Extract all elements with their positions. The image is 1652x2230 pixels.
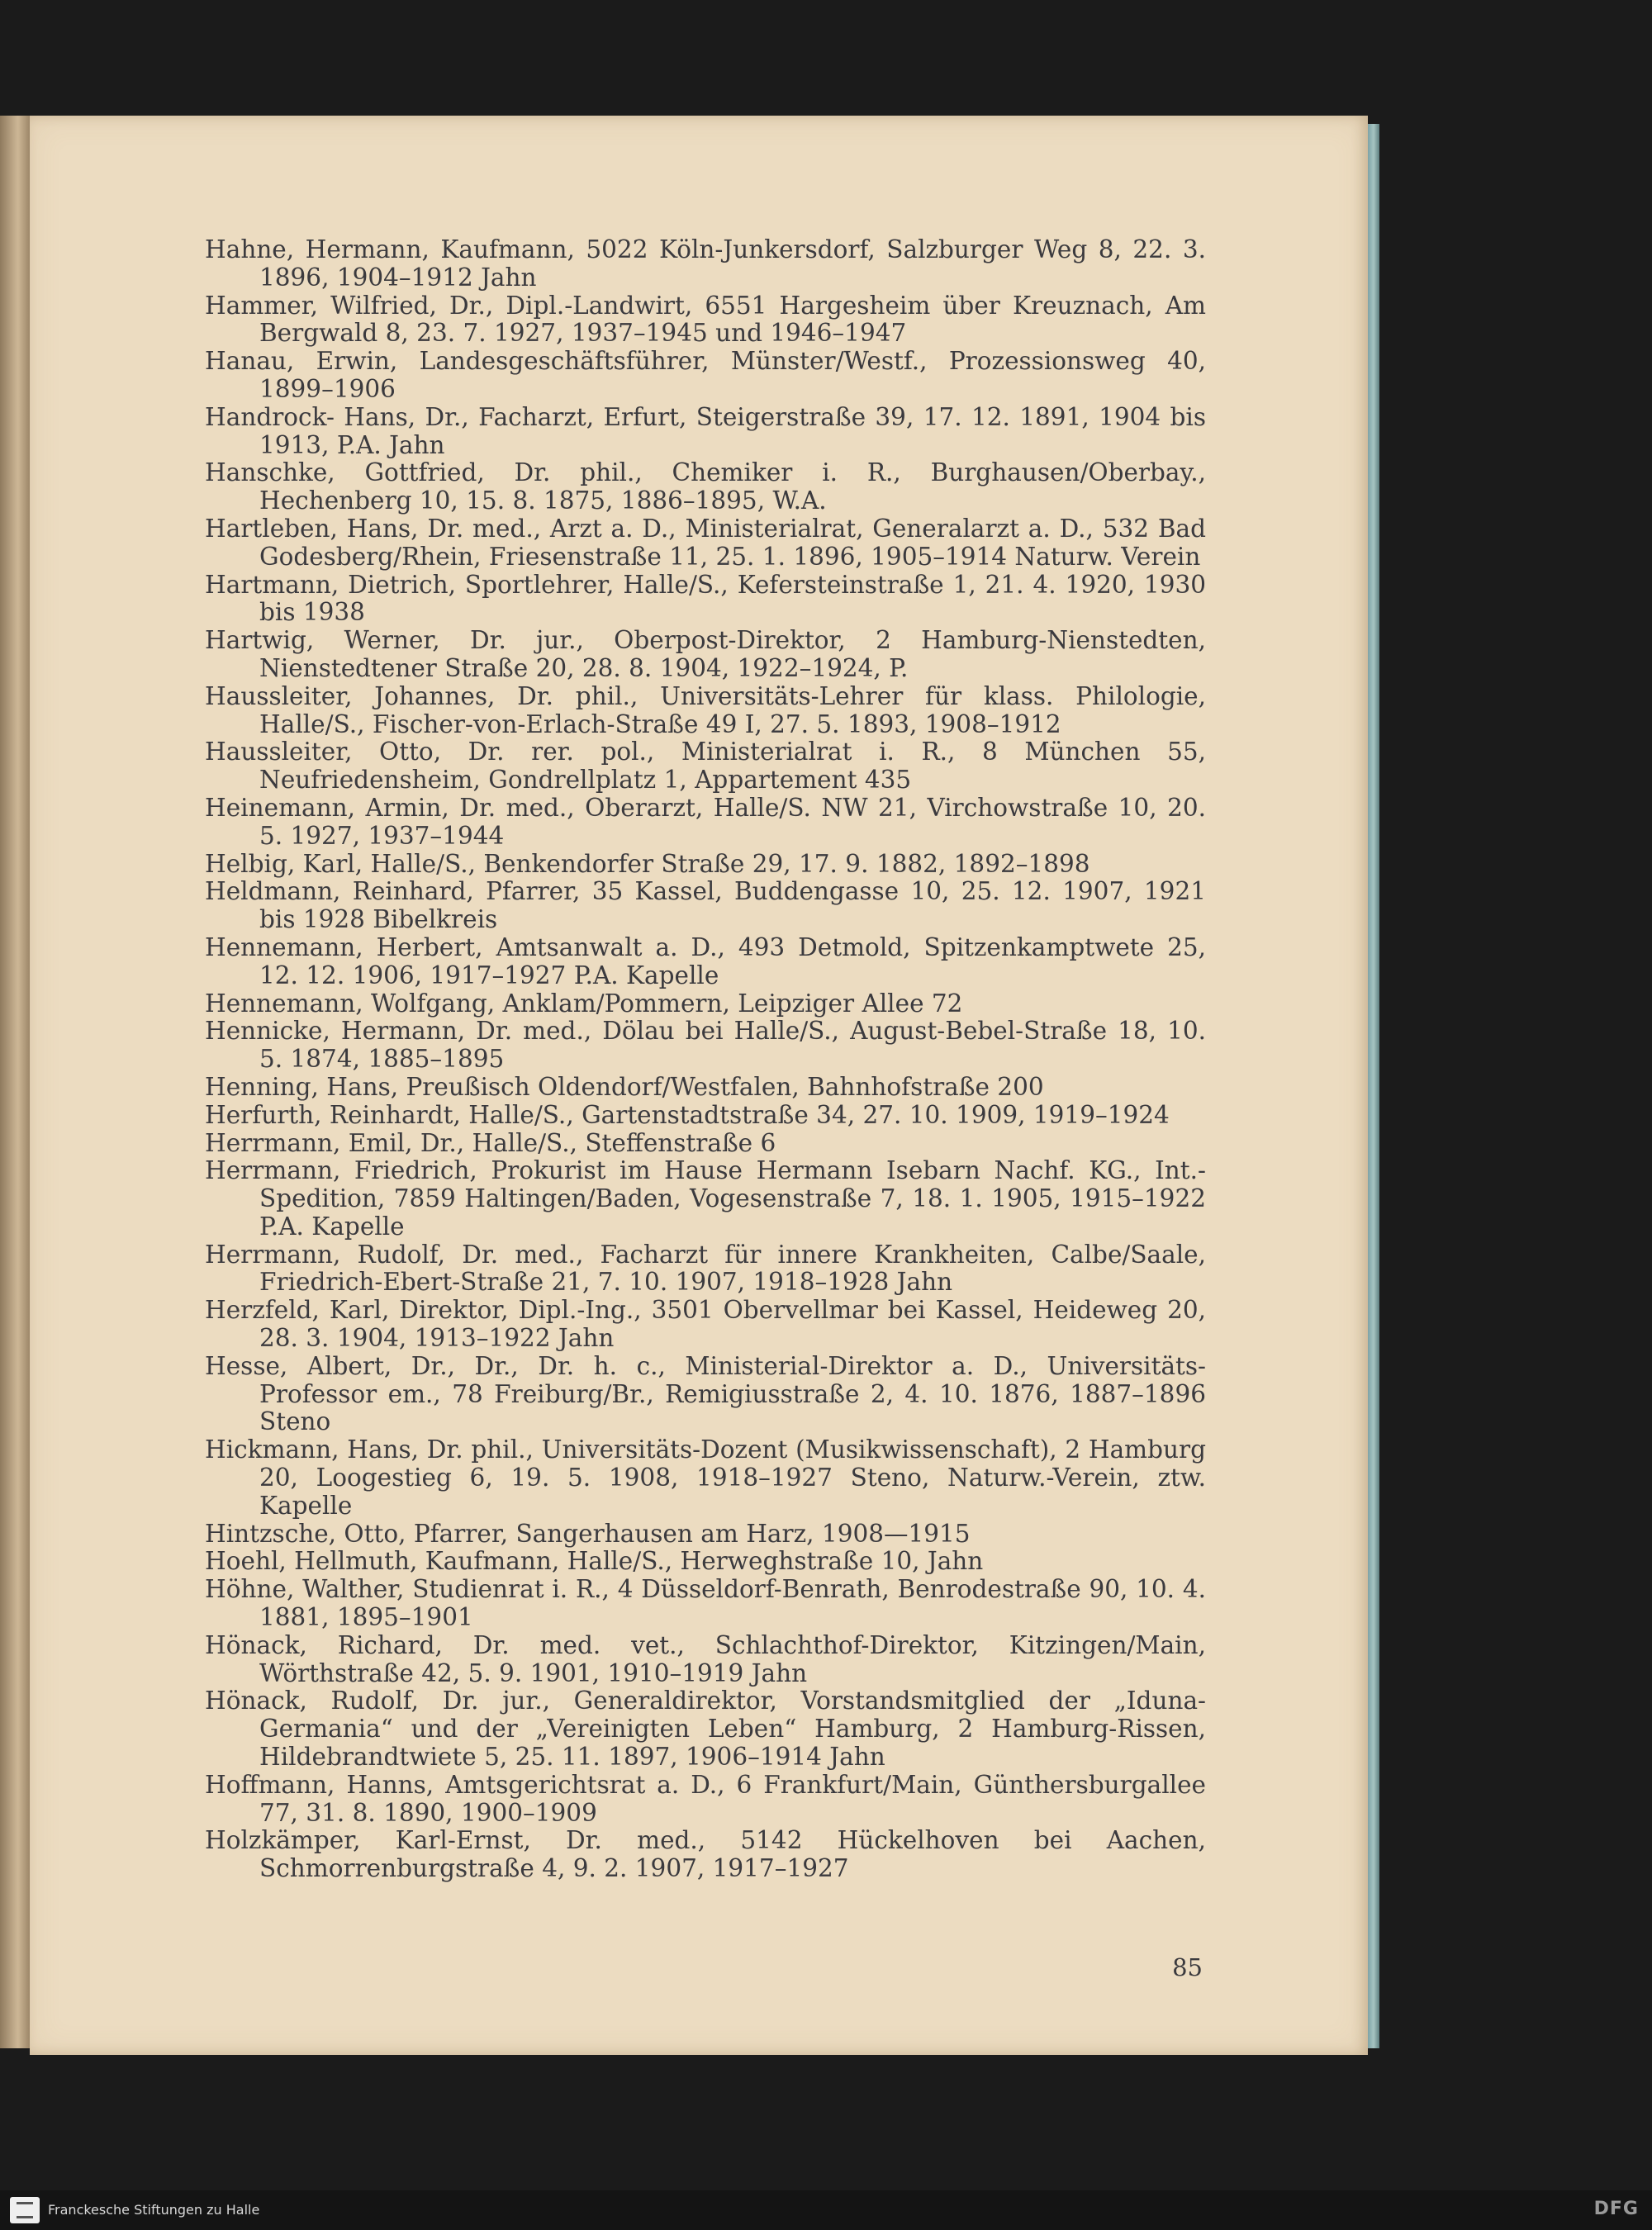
directory-entry: Herfurth, Reinhardt, Halle/S., Gartenstadtstraße 34, 27. 10. 1909, 1919–1924 xyxy=(205,1100,1170,1129)
book-page xyxy=(30,116,1368,2055)
directory-entry: Herrmann, Emil, Dr., Halle/S., Steffenstraße 6 xyxy=(205,1128,776,1157)
previous-page-edge xyxy=(0,116,30,2048)
directory-entry: Henning, Hans, Preußisch Oldendorf/Westfalen, Bahnhofstraße 200 xyxy=(205,1072,1044,1101)
directory-entry: Hartleben, Hans, Dr. med., Arzt a. D., Ministerialrat, Generalarzt a. D., 532 Bad Godesberg/Rhein, Friesenstraße 11, 25. 1. 1896, 1905–1914 Naturw. Verein xyxy=(205,514,1206,571)
directory-entry: Hintzsche, Otto, Pfarrer, Sangerhausen am Harz, 1908—1915 xyxy=(205,1519,971,1548)
page-number: 85 xyxy=(1172,1953,1203,1981)
directory-entry: Herrmann, Rudolf, Dr. med., Facharzt für innere Krankheiten, Calbe/Saale, Friedrich-Ebert-Straße 21, 7. 10. 1907, 1918–1928 Jahn xyxy=(205,1240,1206,1297)
directory-entry: Hartwig, Werner, Dr. jur., Oberpost-Direktor, 2 Hamburg-Nienstedten, Nienstedtener Straße 20, 28. 8. 1904, 1922–1924, P. xyxy=(205,626,1206,682)
directory-entry: Herzfeld, Karl, Direktor, Dipl.-Ing., 3501 Obervellmar bei Kassel, Heideweg 20, 28. 3. 1904, 1913–1922 Jahn xyxy=(205,1296,1206,1353)
directory-entry: Hönack, Richard, Dr. med. vet., Schlachthof-Direktor, Kitzingen/Main, Wörthstraße 42, 5. 9. 1901, 1910–1919 Jahn xyxy=(205,1630,1206,1687)
directory-entry: Holzkämper, Karl-Ernst, Dr. med., 5142 Hückelhoven bei Aachen, Schmorrenburgstraße 4, 9. 2. 1907, 1917–1927 xyxy=(205,1826,1206,1883)
directory-entry: Hanschke, Gottfried, Dr. phil., Chemiker i. R., Burghausen/Oberbay., Hechenberg 10, 15. 8. 1875, 1886–1895, W.A. xyxy=(205,458,1206,515)
directory-entry: Handrock- Hans, Dr., Facharzt, Erfurt, Steigerstraße 39, 17. 12. 1891, 1904 bis 1913, P.A. Jahn xyxy=(205,402,1206,459)
directory-entry: Heldmann, Reinhard, Pfarrer, 35 Kassel, Buddengasse 10, 25. 12. 1907, 1921 bis 1928 Bibelkreis xyxy=(205,877,1206,934)
directory-entry: Hennicke, Hermann, Dr. med., Dölau bei Halle/S., August-Bebel-Straße 18, 10. 5. 1874, 1885–1895 xyxy=(205,1017,1206,1074)
directory-entries xyxy=(205,236,1206,1883)
directory-entry: Hönack, Rudolf, Dr. jur., Generaldirektor, Vorstandsmitglied der „Iduna-Germania“ und der „Vereinigten Leben“ Hamburg, 2 Hamburg-Rissen, Hildebrandtwiete 5, 25. 11. 1897, 1906–1914 Jahn xyxy=(205,1687,1206,1772)
directory-entry: Höhne, Walther, Studienrat i. R., 4 Düsseldorf-Benrath, Benrodestraße 90, 10. 4. 1881, 1895–1901 xyxy=(205,1575,1206,1632)
directory-entry: Haussleiter, Otto, Dr. rer. pol., Ministerialrat i. R., 8 München 55, Neufriedensheim, Gondrellplatz 1, Appartement 435 xyxy=(205,738,1206,795)
dfg-logo: DFG xyxy=(1593,2199,1639,2219)
directory-entry: Hesse, Albert, Dr., Dr., Dr. h. c., Ministerial-Direktor a. D., Universitäts-Professor em., 78 Freiburg/Br., Remigiusstraße 2, 4. 10. 1876, 1887–1896 Steno xyxy=(205,1351,1206,1436)
directory-entry: Hahne, Hermann, Kaufmann, 5022 Köln-Junkersdorf, Salzburger Weg 8, 22. 3. 1896, 1904–1912 Jahn xyxy=(205,235,1206,292)
directory-entry: Haussleiter, Johannes, Dr. phil., Universitäts-Lehrer für klass. Philologie, Halle/S., Fischer-von-Erlach-Straße 49 I, 27. 5. 1893, 1908–1912 xyxy=(205,681,1206,738)
directory-entry: Hoehl, Hellmuth, Kaufmann, Halle/S., Herweghstraße 10, Jahn xyxy=(205,1547,984,1576)
directory-entry: Hennemann, Herbert, Amtsanwalt a. D., 493 Detmold, Spitzenkamptwete 25, 12. 12. 1906, 1917–1927 P.A. Kapelle xyxy=(205,932,1206,989)
directory-entry: Herrmann, Friedrich, Prokurist im Hause Hermann Isebarn Nachf. KG., Int.-Spedition, 7859 Haltingen/Baden, Vogesenstraße 7, 18. 1. 1905, 1915–1922 P.A. Kapelle xyxy=(205,1156,1206,1241)
institution-name[interactable]: Franckesche Stiftungen zu Halle xyxy=(48,2202,260,2218)
directory-entry: Helbig, Karl, Halle/S., Benkendorfer Straße 29, 17. 9. 1882, 1892–1898 xyxy=(205,849,1090,878)
directory-entry: Hickmann, Hans, Dr. phil., Universitäts-Dozent (Musikwissenschaft), 2 Hamburg 20, Loogestieg 6, 19. 5. 1908, 1918–1927 Steno, Naturw.-Verein, ztw. Kapelle xyxy=(205,1435,1206,1520)
directory-entry: Hanau, Erwin, Landesgeschäftsführer, Münster/Westf., Prozessionsweg 40, 1899–1906 xyxy=(205,347,1206,403)
viewer-footer xyxy=(0,2190,1652,2230)
directory-entry: Hammer, Wilfried, Dr., Dipl.-Landwirt, 6551 Hargesheim über Kreuznach, Am Bergwald 8, 23. 7. 1927, 1937–1945 und 1946–1947 xyxy=(205,291,1206,348)
directory-entry: Hennemann, Wolfgang, Anklam/Pommern, Leipziger Allee 72 xyxy=(205,989,963,1018)
directory-entry: Hoffmann, Hanns, Amtsgerichtsrat a. D., 6 Frankfurt/Main, Günthersburgallee 77, 31. 8. 1890, 1900–1909 xyxy=(205,1770,1206,1827)
directory-entry: Heinemann, Armin, Dr. med., Oberarzt, Halle/S. NW 21, Virchowstraße 10, 20. 5. 1927, 1937–1944 xyxy=(205,793,1206,850)
directory-entry: Hartmann, Dietrich, Sportlehrer, Halle/S., Kefersteinstraße 1, 21. 4. 1920, 1930 bis 1938 xyxy=(205,570,1206,627)
institution-logo-icon[interactable] xyxy=(10,2197,40,2223)
book-edge xyxy=(1368,124,1379,2048)
